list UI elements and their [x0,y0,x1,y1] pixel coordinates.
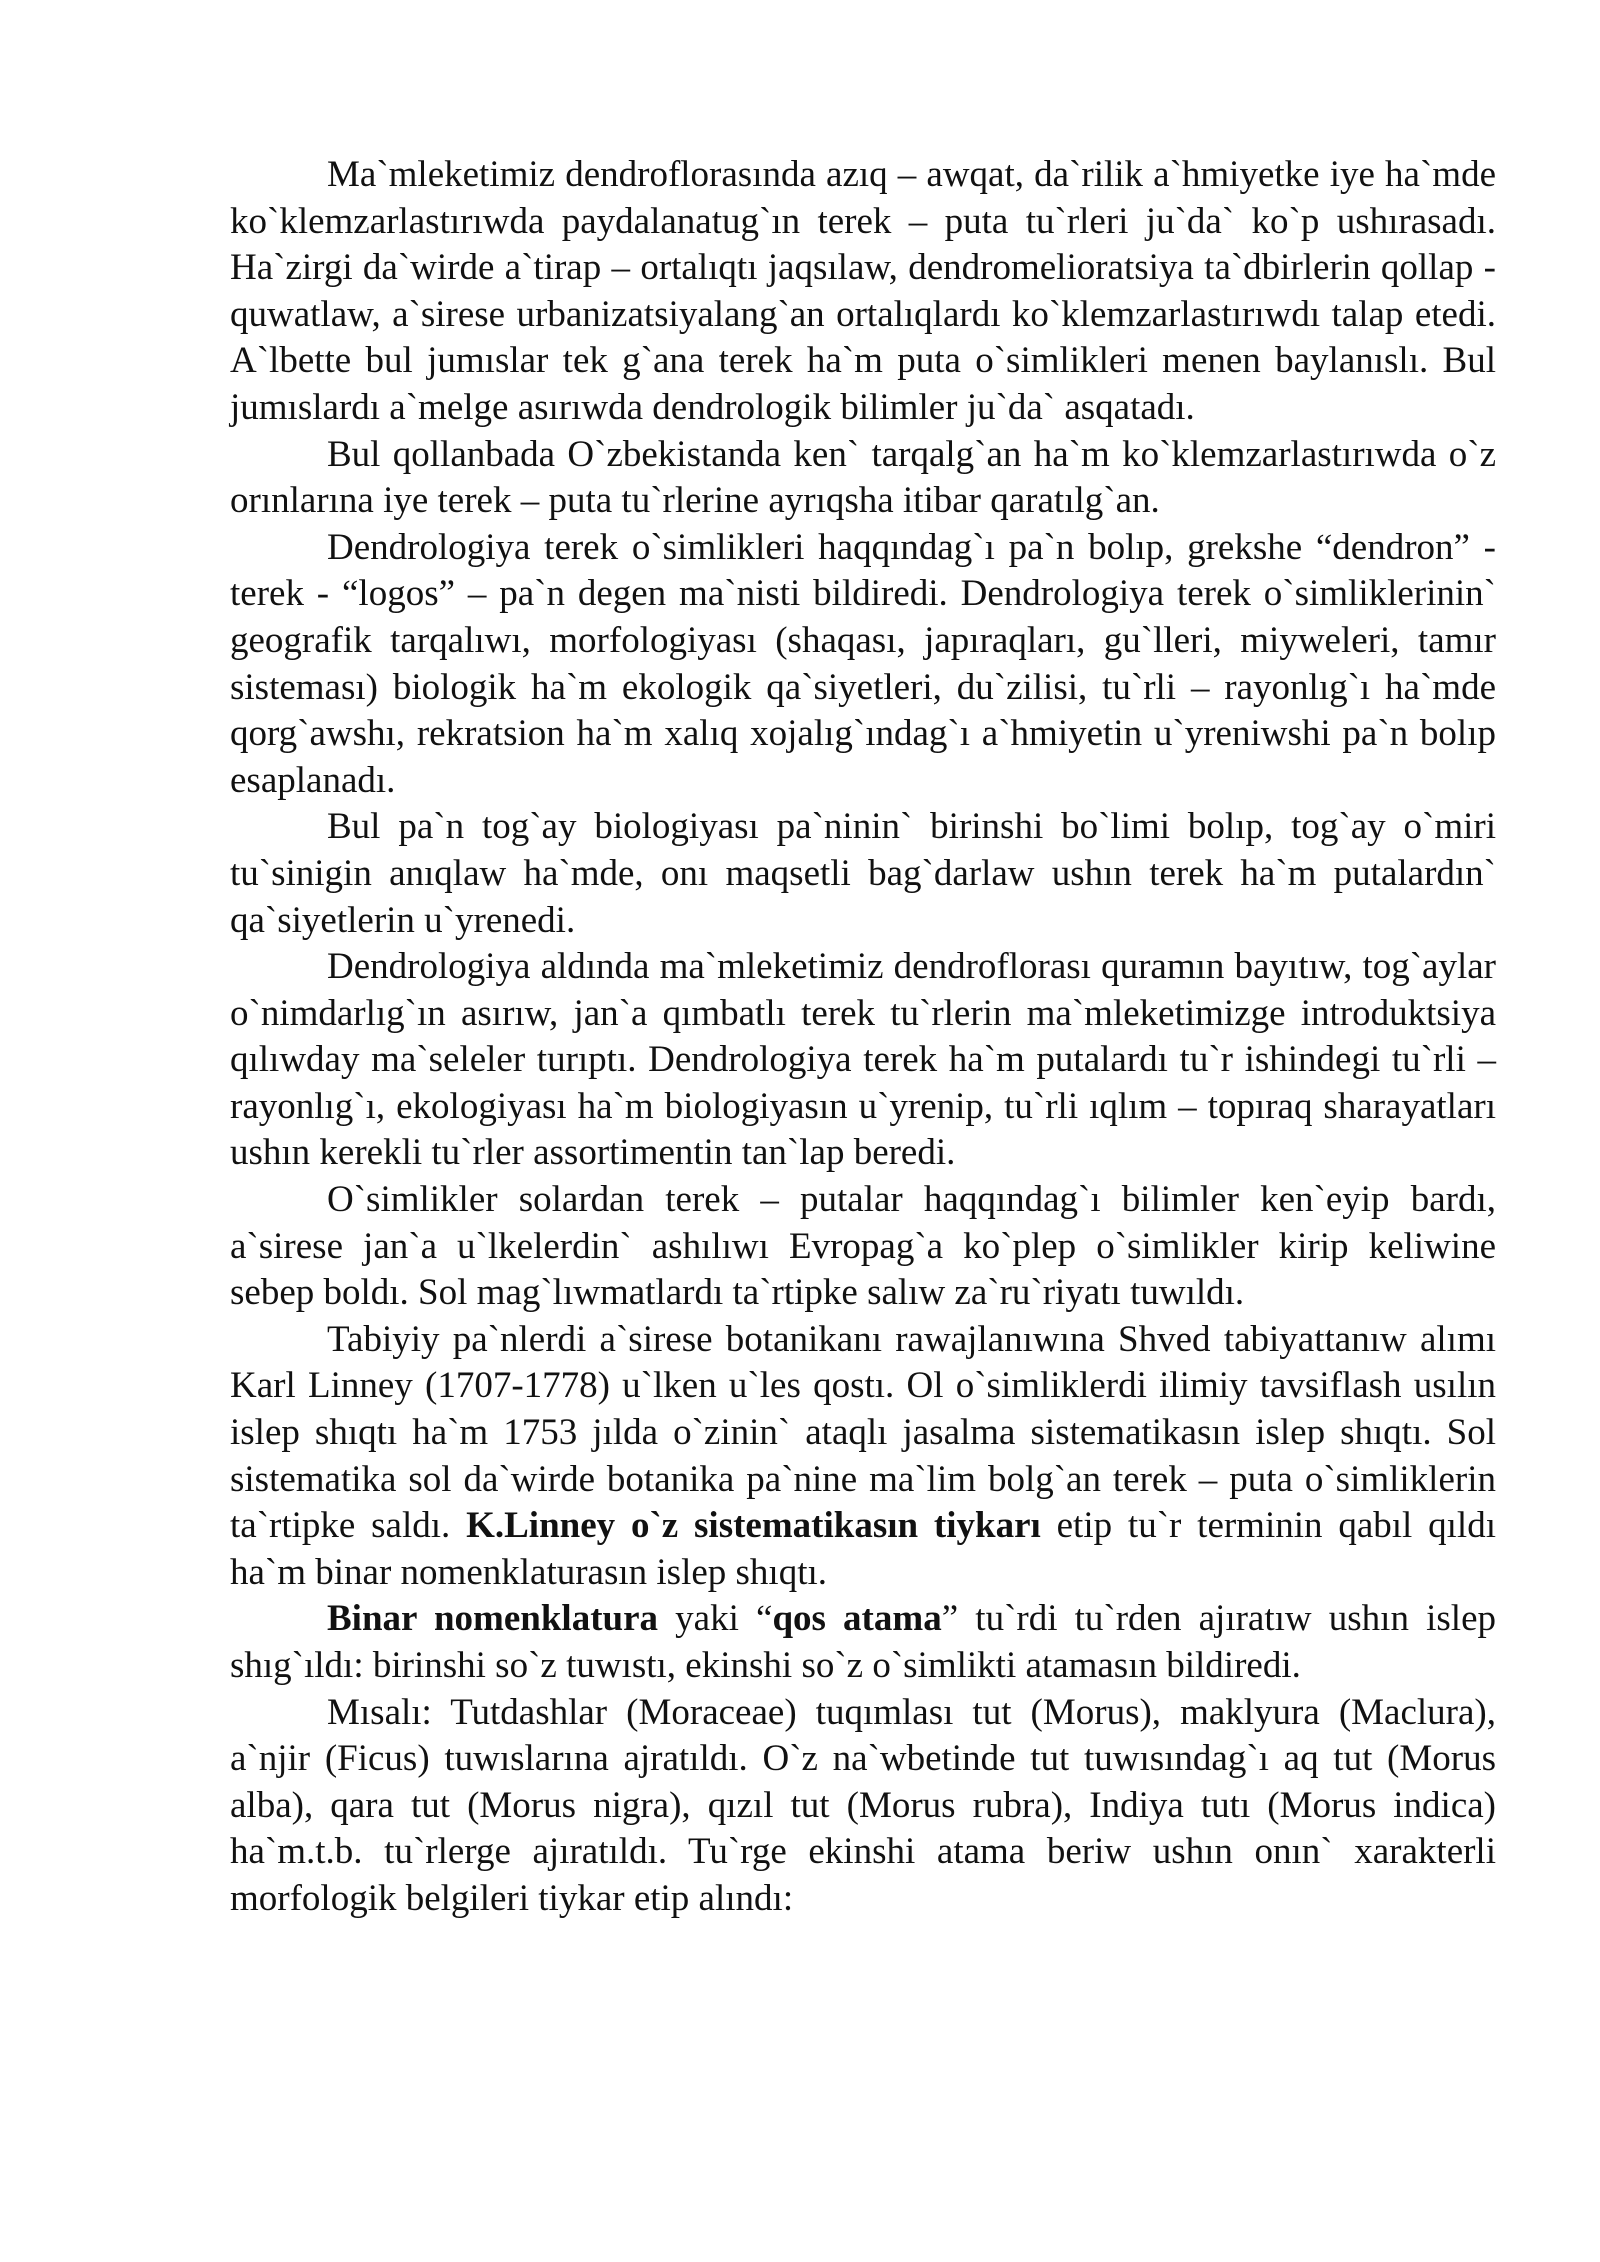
paragraph-misali: Mısalı: Tutdashlar (Moraceae) tuqımlası tut (Morus), maklyura (Maclura), a`njir (Ficus) tuwıslarına ajratıldı. O`z na`wbetinde tut tuwısındag`ı aq tut (Morus alba), qara tut (Morus nigra), qızıl tut (Morus rubra), Indiya tutı (Morus indica) ha`m.t.b. tu`rlerge ajıratıldı. Tu`rge ekinshi atama beriw ushın onın` xarakterli morfologik belgileri tiykar etip alındı: [230,1691,1496,1919]
paragraph-linney [230,1317,1496,1597]
paragraph-dendroflora: Ma`mleketimiz dendroflorasında azıq – awqat, da`rilik a`hmiyetke iye ha`mde ko`klemzarlastırıwda paydalanatug`ın terek – puta tu`rleri ju`da` ko`p ushırasadı. Ha`zirgi da`wirde a`tirap – ortalıqtı jaqsılaw, dendromelioratsiya ta`dbirlerin qollap - quwatlaw, a`sirese urbanizatsiyalang`an ortalıqlardı ko`klemzarlastırıwdı talap etedi. A`lbette bul jumıslar tek g`ana terek ha`m puta o`simlikleri menen baylanıslı. Bul jumıslardı a`melge asırıwda dendrologik bilimler ju`da` asqatadı. [230,154,1496,428]
binar-text-1: yaki “ [658,1598,773,1640]
paragraph-binar-nomenklatura [230,1596,1496,1689]
binar-text-2: ” tu`rdi tu`rden ajıratıw ushın islep shıg`ıldı: birinshi so`z tuwıstı, ekinshi so`z o`simlikti atamasın bildiredi. [230,1598,1496,1686]
binar-bold-term: Binar nomenklatura [327,1598,659,1640]
linney-tail: etip tu`r terminin qabıl qıldı ha`m binar nomenklaturasın islep shıqtı. [230,1505,1496,1593]
linney-text: Tabiyiy pa`nlerdi a`sirese botanikanı rawajlanıwına Shved tabiyattanıw alımı Karl Linney (1707-1778) u`lken u`les qostı. Ol o`simliklerdi ilimiy tavsiflash usılın islep shıqtı ha`m 1753 jılda o`zinin` ataqlı jasalma sistematikasın islep shıqtı. Sol sistematika sol da`wirde botanika pa`nine ma`lim bolg`an terek – puta o`simliklerin ta`rtipke saldı. [230,1318,1496,1547]
paragraph-qollanba: Bul qollanbada O`zbekistanda ken` tarqalg`an ha`m ko`klemzarlastırıwda o`z orınlarına iye terek – puta tu`rlerine ayrıqsha itibar qaratılg`an. [230,433,1496,522]
paragraph-dendrologiya-tasks: Dendrologiya aldında ma`mleketimiz dendroflorası quramın bayıtıw, tog`aylar o`nimdarlıg`ın asırıw, jan`a qımbatlı terek tu`rlerin ma`mleketimizge introduktsiya qılıwday ma`seleler turıptı. Dendrologiya terek ha`m putalardı tu`r ishindegi tu`rli –rayonlıg`ı, ekologiyası ha`m biologiyasın u`yrenip, tu`rli ıqlım – topıraq sharayatları ushın kerekli tu`rler assortimentin tan`lap beredi. [230,946,1496,1174]
qos-atama-bold-term: qos atama [772,1598,942,1640]
document-page [230,152,1496,1923]
paragraph-dendrologiya-definition: Dendrologiya terek o`simlikleri haqqındag`ı pa`n bolıp, grekshe “dendron” - terek - “logos” – pa`n degen ma`nisti bildiredi. Dendrologiya terek o`simliklerinin` geografik tarqalıwı, morfologiyası (shaqası, japıraqları, gu`lleri, miyweleri, tamır sisteması) biologik ha`m ekologik qa`siyetleri, du`zilisi, tu`rli – rayonlıg`ı ha`mde qorg`awshı, rekratsion ha`m xalıq xojalıg`ındag`ı a`hmiyetin u`yreniwshi pa`n bolıp esaplanadı. [230,526,1496,801]
paragraph-osimlikler-history: O`simlikler solardan terek – putalar haqqındag`ı bilimler ken`eyip bardı, a`sirese jan`a u`lkelerdin` ashılıwı Evropag`a ko`plep o`simlikler kirip keliwine sebep boldı. Sol mag`lıwmatlardı ta`rtipke salıw za`ru`riyatı tuwıldı. [230,1179,1496,1314]
paragraph-togay-biologiyasi: Bul pa`n tog`ay biologiyası pa`ninin` birinshi bo`limi bolıp, tog`ay o`miri tu`sinigin anıqlaw ha`mde, onı maqsetli bag`darlaw ushın terek ha`m putalardın` qa`siyetlerin u`yrenedi. [230,806,1496,941]
linney-bold-term: K.Linney o`z sistematikasın tiykarı [466,1505,1041,1547]
